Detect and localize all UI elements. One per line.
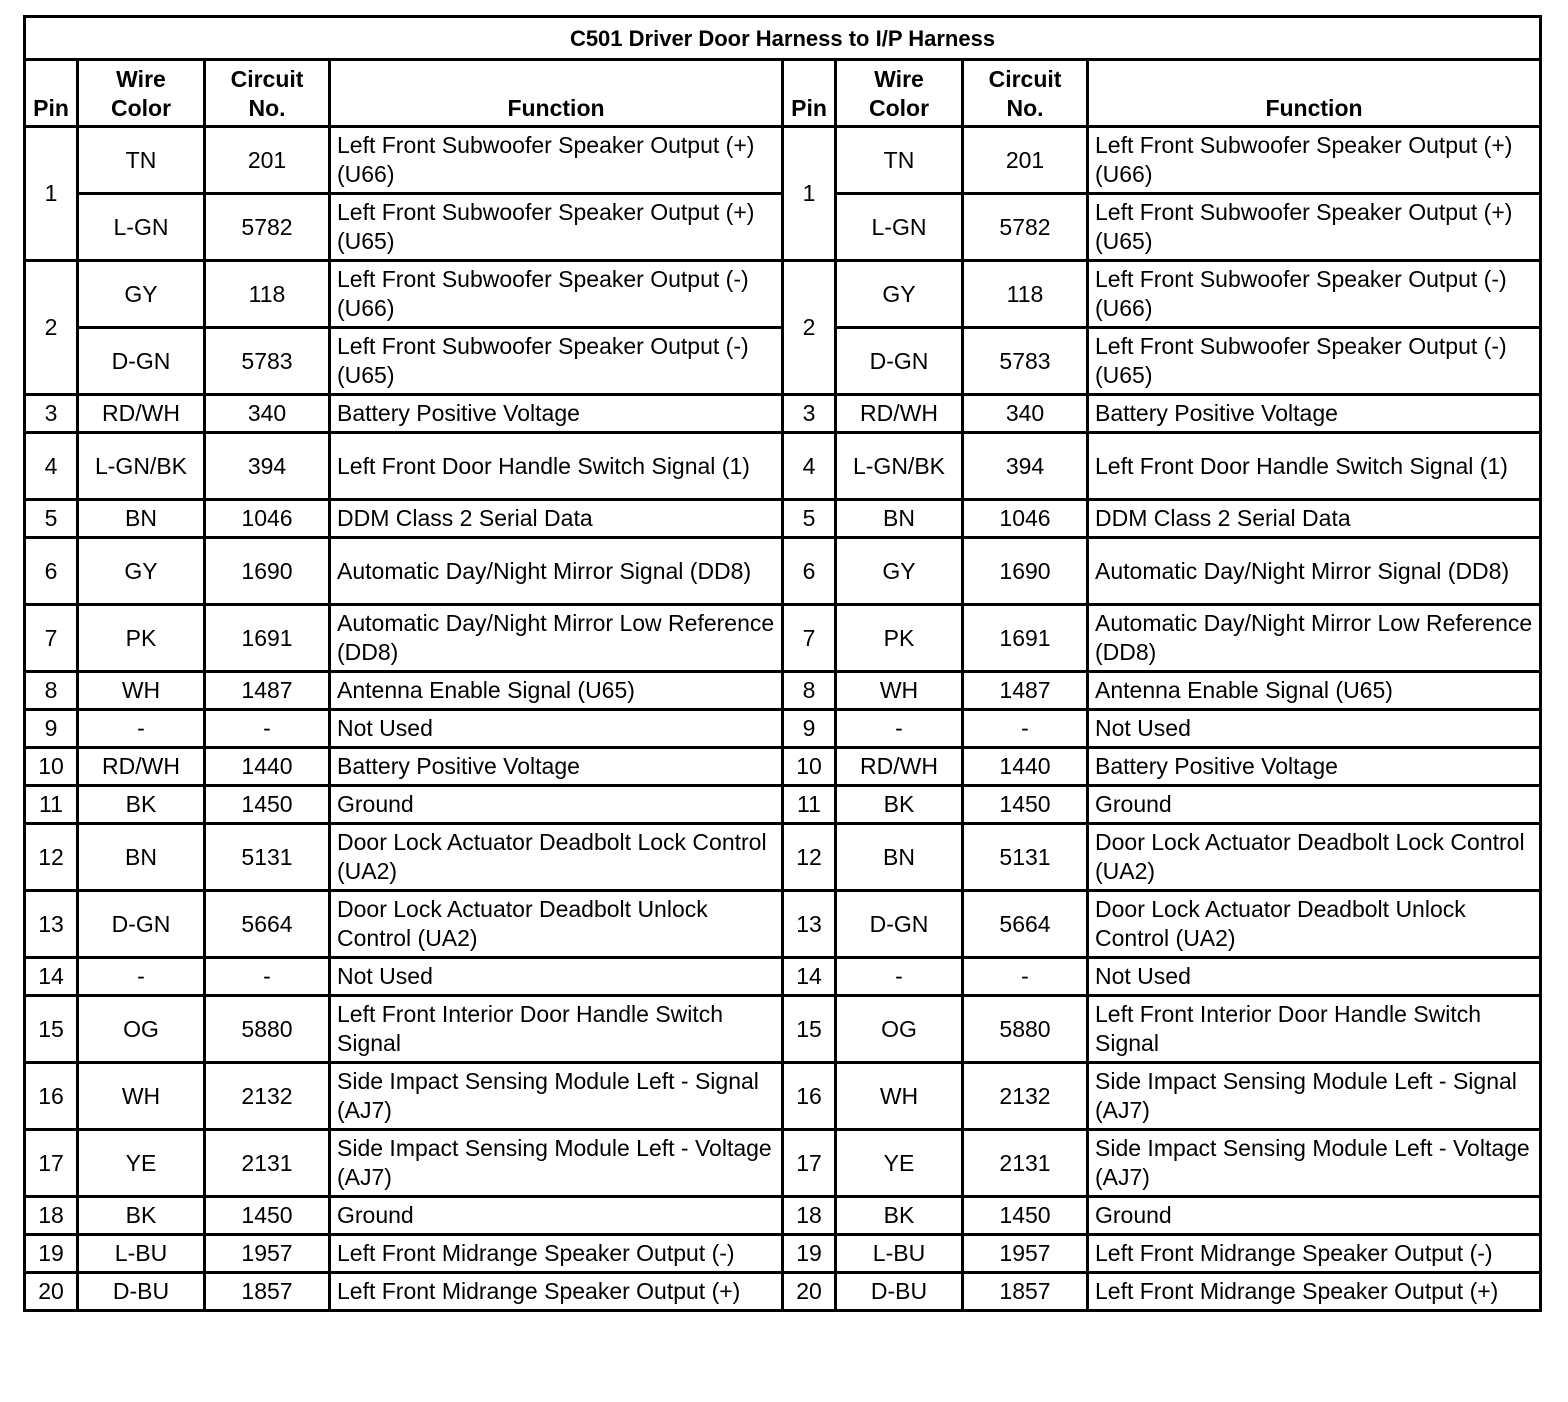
wire-color-cell-left: WH [78,672,205,710]
circuit-no-cell-left: 1957 [205,1235,330,1273]
header-pin-left [25,60,78,127]
function-cell-left: Automatic Day/Night Mirror Low Reference (DD8) [330,605,783,672]
circuit-no-cell-right: 201 [963,127,1088,194]
pin-cell-right: 17 [783,1130,836,1197]
pin-cell-left: 1 [25,127,78,261]
function-cell-left: Left Front Subwoofer Speaker Output (+) (U66) [330,127,783,194]
function-cell-right: Ground [1088,1197,1541,1235]
table-row [25,958,1541,996]
wire-color-cell-left: - [78,710,205,748]
pin-cell-right: 19 [783,1235,836,1273]
function-cell-left: Not Used [330,958,783,996]
pin-cell-left: 18 [25,1197,78,1235]
wire-color-cell-left: RD/WH [78,395,205,433]
wire-color-cell-right: YE [836,1130,963,1197]
circuit-no-cell-left: 5782 [205,194,330,261]
header-circuit-no-text: Circuit [988,66,1062,92]
wire-color-cell-left: GY [78,538,205,605]
table-body [25,127,1541,1311]
pin-cell-left: 15 [25,996,78,1063]
circuit-no-cell-left: 1691 [205,605,330,672]
pin-cell-left: 6 [25,538,78,605]
function-cell-right: Left Front Midrange Speaker Output (-) [1088,1235,1541,1273]
table-row [25,748,1541,786]
table-row [25,710,1541,748]
wire-color-cell-right: OG [836,996,963,1063]
pin-cell-left: 9 [25,710,78,748]
pin-cell-left: 12 [25,824,78,891]
circuit-no-cell-left: 2131 [205,1130,330,1197]
pin-cell-left: 2 [25,261,78,395]
circuit-no-cell-left: 5664 [205,891,330,958]
table-row [25,127,1541,194]
circuit-no-cell-right: - [963,710,1088,748]
pin-cell-right: 15 [783,996,836,1063]
table-row [25,824,1541,891]
header-pin-text: Pin [791,95,827,121]
pin-cell-right: 11 [783,786,836,824]
function-cell-right: Left Front Subwoofer Speaker Output (+) (U65) [1088,194,1541,261]
circuit-no-cell-right: 394 [963,433,1088,500]
table-row [25,786,1541,824]
circuit-no-cell-left: 5783 [205,328,330,395]
pin-cell-right: 10 [783,748,836,786]
function-cell-right: Battery Positive Voltage [1088,395,1541,433]
header-function-left [330,60,783,127]
pin-cell-right: 13 [783,891,836,958]
function-cell-right: Automatic Day/Night Mirror Signal (DD8) [1088,538,1541,605]
wire-color-cell-right: D-GN [836,328,963,395]
header-pin-text: Pin [33,95,69,121]
wire-color-cell-right: BN [836,500,963,538]
function-cell-right: Antenna Enable Signal (U65) [1088,672,1541,710]
circuit-no-cell-right: 5664 [963,891,1088,958]
circuit-no-cell-right: 1450 [963,1197,1088,1235]
function-cell-right: DDM Class 2 Serial Data [1088,500,1541,538]
function-cell-left: Antenna Enable Signal (U65) [330,672,783,710]
function-cell-left: Ground [330,786,783,824]
header-wire-color-text: Color [868,95,930,121]
circuit-no-cell-left: 1450 [205,1197,330,1235]
wire-color-cell-left: YE [78,1130,205,1197]
function-cell-right: Left Front Door Handle Switch Signal (1) [1088,433,1541,500]
pin-cell-right: 3 [783,395,836,433]
circuit-no-cell-left: 1440 [205,748,330,786]
function-cell-right: Side Impact Sensing Module Left - Voltage (AJ7) [1088,1130,1541,1197]
circuit-no-cell-right: 2131 [963,1130,1088,1197]
wire-color-cell-left: OG [78,996,205,1063]
function-cell-right: Side Impact Sensing Module Left - Signal (AJ7) [1088,1063,1541,1130]
function-cell-left: DDM Class 2 Serial Data [330,500,783,538]
function-cell-right: Ground [1088,786,1541,824]
circuit-no-cell-left: 1487 [205,672,330,710]
circuit-no-cell-right: 118 [963,261,1088,328]
wire-color-cell-left: RD/WH [78,748,205,786]
pin-cell-right: 2 [783,261,836,395]
circuit-no-cell-right: 2132 [963,1063,1088,1130]
pin-cell-left: 7 [25,605,78,672]
pin-cell-left: 10 [25,748,78,786]
function-cell-left: Left Front Subwoofer Speaker Output (-) (U65) [330,328,783,395]
wire-color-cell-right: RD/WH [836,395,963,433]
function-cell-left: Left Front Interior Door Handle Switch Signal [330,996,783,1063]
function-cell-right: Left Front Midrange Speaker Output (+) [1088,1273,1541,1311]
header-circuit-no-text: No. [1006,95,1044,121]
header-wire-color-text: Wire [116,66,166,92]
table-row [25,261,1541,328]
function-cell-left: Door Lock Actuator Deadbolt Unlock Control (UA2) [330,891,783,958]
pin-cell-right: 20 [783,1273,836,1311]
function-cell-left: Left Front Subwoofer Speaker Output (-) (U66) [330,261,783,328]
wire-color-cell-right: WH [836,672,963,710]
wire-color-cell-left: D-BU [78,1273,205,1311]
wire-color-cell-left: WH [78,1063,205,1130]
table-row [25,605,1541,672]
table-row [25,395,1541,433]
function-cell-left: Battery Positive Voltage [330,748,783,786]
circuit-no-cell-left: 1450 [205,786,330,824]
wire-color-cell-right: L-GN/BK [836,433,963,500]
function-cell-right: Door Lock Actuator Deadbolt Unlock Control (UA2) [1088,891,1541,958]
wire-color-cell-right: - [836,710,963,748]
function-cell-right: Not Used [1088,710,1541,748]
function-cell-left: Side Impact Sensing Module Left - Voltage (AJ7) [330,1130,783,1197]
header-function-right [1088,60,1541,127]
wire-color-cell-left: GY [78,261,205,328]
circuit-no-cell-left: 118 [205,261,330,328]
header-circuit-no-text: Circuit [230,66,304,92]
pin-cell-right: 18 [783,1197,836,1235]
header-function-text: Function [1265,95,1363,121]
function-cell-left: Left Front Midrange Speaker Output (-) [330,1235,783,1273]
circuit-no-cell-right: 1691 [963,605,1088,672]
circuit-no-cell-left: 2132 [205,1063,330,1130]
circuit-no-cell-left: - [205,710,330,748]
table-row [25,891,1541,958]
header-row [25,60,1541,127]
circuit-no-cell-left: 5131 [205,824,330,891]
table-row [25,500,1541,538]
wire-color-cell-right: L-GN [836,194,963,261]
pin-cell-right: 12 [783,824,836,891]
function-cell-right: Left Front Interior Door Handle Switch Signal [1088,996,1541,1063]
circuit-no-cell-right: 1857 [963,1273,1088,1311]
table-row [25,996,1541,1063]
pin-cell-right: 16 [783,1063,836,1130]
circuit-no-cell-right: 1440 [963,748,1088,786]
connector-pinout-table [23,15,1542,1312]
circuit-no-cell-right: 1957 [963,1235,1088,1273]
pin-cell-left: 17 [25,1130,78,1197]
pin-cell-left: 13 [25,891,78,958]
circuit-no-cell-left: 1690 [205,538,330,605]
circuit-no-cell-right: 5131 [963,824,1088,891]
header-circuit-no-text: No. [248,95,286,121]
circuit-no-cell-right: 340 [963,395,1088,433]
pin-cell-left: 14 [25,958,78,996]
function-cell-right: Automatic Day/Night Mirror Low Reference (DD8) [1088,605,1541,672]
header-wire-color-right [836,60,963,127]
wire-color-cell-right: BK [836,1197,963,1235]
function-cell-left: Not Used [330,710,783,748]
table-row [25,1130,1541,1197]
wire-color-cell-right: BK [836,786,963,824]
wire-color-cell-left: BK [78,786,205,824]
wire-color-cell-left: TN [78,127,205,194]
pin-cell-right: 1 [783,127,836,261]
connector-table-container [23,15,1542,1312]
wire-color-cell-right: D-GN [836,891,963,958]
table-row [25,1197,1541,1235]
wire-color-cell-right: WH [836,1063,963,1130]
wire-color-cell-right: PK [836,605,963,672]
function-cell-right: Not Used [1088,958,1541,996]
function-cell-left: Battery Positive Voltage [330,395,783,433]
wire-color-cell-right: L-BU [836,1235,963,1273]
pin-cell-left: 8 [25,672,78,710]
pin-cell-right: 6 [783,538,836,605]
circuit-no-cell-left: 1857 [205,1273,330,1311]
pin-cell-left: 20 [25,1273,78,1311]
wire-color-cell-right: GY [836,261,963,328]
wire-color-cell-left: L-GN [78,194,205,261]
wire-color-cell-right: TN [836,127,963,194]
circuit-no-cell-left: 1046 [205,500,330,538]
function-cell-left: Left Front Door Handle Switch Signal (1) [330,433,783,500]
wire-color-cell-left: D-GN [78,891,205,958]
function-cell-left: Door Lock Actuator Deadbolt Lock Control (UA2) [330,824,783,891]
header-function-text: Function [507,95,605,121]
pin-cell-left: 19 [25,1235,78,1273]
wire-color-cell-right: GY [836,538,963,605]
function-cell-left: Left Front Midrange Speaker Output (+) [330,1273,783,1311]
function-cell-right: Battery Positive Voltage [1088,748,1541,786]
header-circuit-no-right [963,60,1088,127]
table-row [25,433,1541,500]
header-wire-color-left [78,60,205,127]
circuit-no-cell-right: - [963,958,1088,996]
circuit-no-cell-left: 201 [205,127,330,194]
circuit-no-cell-right: 1487 [963,672,1088,710]
wire-color-cell-right: RD/WH [836,748,963,786]
pin-cell-right: 4 [783,433,836,500]
wire-color-cell-right: D-BU [836,1273,963,1311]
wire-color-cell-left: - [78,958,205,996]
function-cell-left: Side Impact Sensing Module Left - Signal (AJ7) [330,1063,783,1130]
table-row [25,1235,1541,1273]
function-cell-left: Automatic Day/Night Mirror Signal (DD8) [330,538,783,605]
pin-cell-left: 4 [25,433,78,500]
function-cell-right: Left Front Subwoofer Speaker Output (-) (U65) [1088,328,1541,395]
circuit-no-cell-left: 5880 [205,996,330,1063]
header-circuit-no-left [205,60,330,127]
circuit-no-cell-right: 5782 [963,194,1088,261]
circuit-no-cell-left: 394 [205,433,330,500]
pin-cell-left: 11 [25,786,78,824]
wire-color-cell-left: BN [78,500,205,538]
function-cell-left: Left Front Subwoofer Speaker Output (+) (U65) [330,194,783,261]
wire-color-cell-left: L-BU [78,1235,205,1273]
pin-cell-left: 5 [25,500,78,538]
table-row [25,1273,1541,1311]
circuit-no-cell-left: - [205,958,330,996]
pin-cell-left: 16 [25,1063,78,1130]
function-cell-right: Left Front Subwoofer Speaker Output (-) (U66) [1088,261,1541,328]
pin-cell-right: 9 [783,710,836,748]
wire-color-cell-right: BN [836,824,963,891]
circuit-no-cell-right: 1690 [963,538,1088,605]
pin-cell-right: 8 [783,672,836,710]
circuit-no-cell-right: 5783 [963,328,1088,395]
wire-color-cell-left: BK [78,1197,205,1235]
wire-color-cell-left: PK [78,605,205,672]
circuit-no-cell-right: 1450 [963,786,1088,824]
header-wire-color-text: Color [110,95,172,121]
function-cell-right: Left Front Subwoofer Speaker Output (+) (U66) [1088,127,1541,194]
circuit-no-cell-left: 340 [205,395,330,433]
wire-color-cell-left: D-GN [78,328,205,395]
table-row [25,1063,1541,1130]
pin-cell-left: 3 [25,395,78,433]
table-title: C501 Driver Door Harness to I/P Harness [25,17,1541,60]
header-wire-color-text: Wire [874,66,924,92]
pin-cell-right: 14 [783,958,836,996]
table-row [25,538,1541,605]
pin-cell-right: 7 [783,605,836,672]
function-cell-right: Door Lock Actuator Deadbolt Lock Control (UA2) [1088,824,1541,891]
header-pin-right [783,60,836,127]
function-cell-left: Ground [330,1197,783,1235]
wire-color-cell-left: BN [78,824,205,891]
wire-color-cell-right: - [836,958,963,996]
circuit-no-cell-right: 1046 [963,500,1088,538]
table-row [25,672,1541,710]
circuit-no-cell-right: 5880 [963,996,1088,1063]
wire-color-cell-left: L-GN/BK [78,433,205,500]
pin-cell-right: 5 [783,500,836,538]
